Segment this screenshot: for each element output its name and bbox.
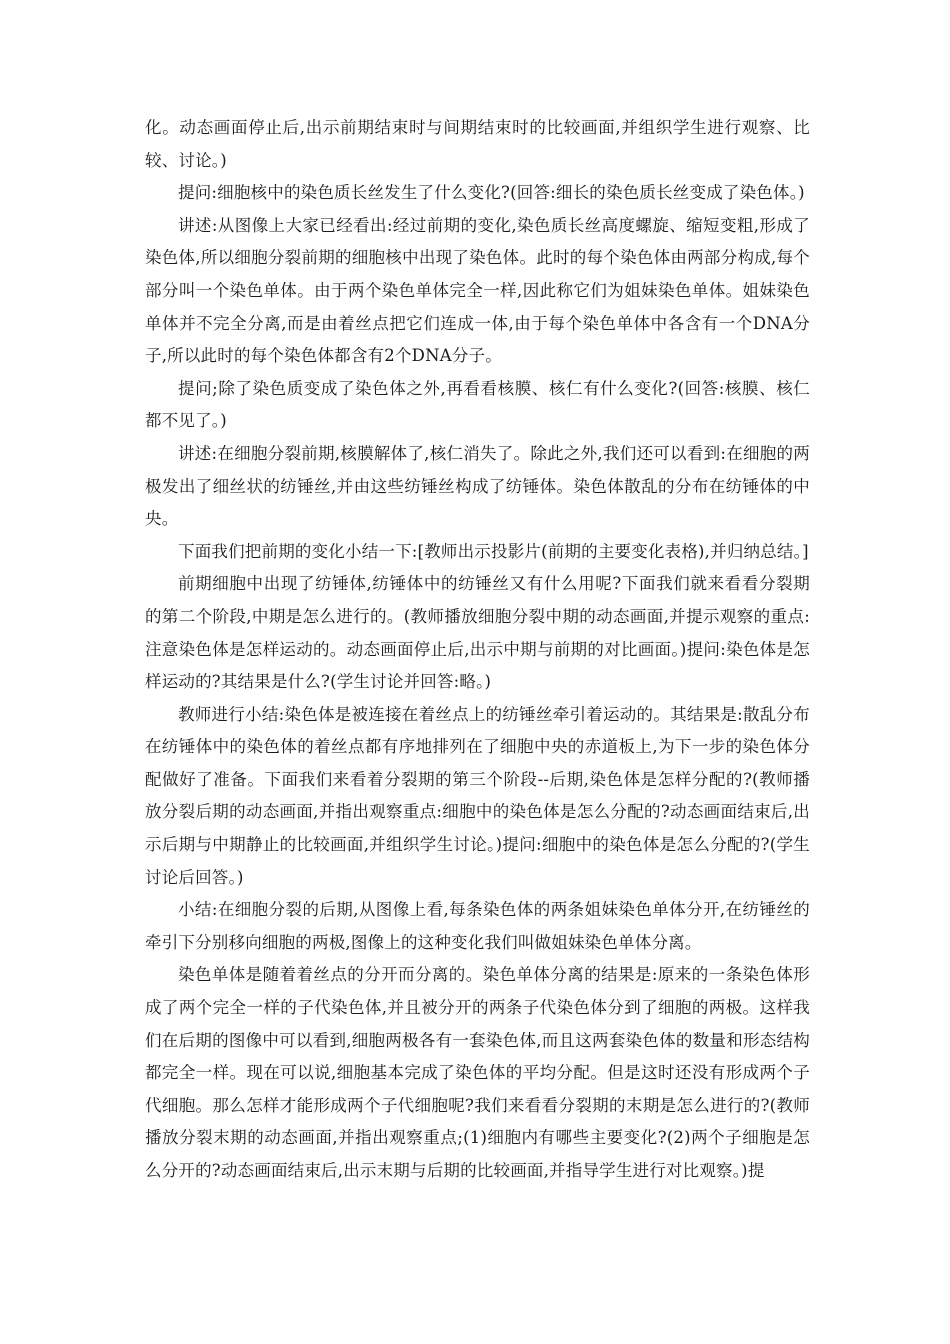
paragraph-6: 下面我们把前期的变化小结一下:[教师出示投影片(前期的主要变化表格),并归纳总结。] [178, 541, 809, 561]
paragraph-9: 小结:在细胞分裂的后期,从图像上看,每条染色体的两条姐妹染色单体分开,在纺锤丝的牵引下分别移向细胞的两极,图像上的这种变化我们叫做姐妹染色单体分离。 [145, 900, 810, 952]
paragraph-8: 教师进行小结:染色体是被连接在着丝点上的纺锤丝牵引着运动的。其结果是:散乱分布在纺锤体中的染色体的着丝点都有序地排列在了细胞中央的赤道板上,为下一步的染色体分配做好了准备。下面我们来看着分裂期的第三个阶段--后期,染色体是怎样分配的?(教师播放分裂后期的动态画面,并指出观察重点:细胞中的染色体是怎么分配的?动态画面结束后,出示后期与中期静止的比较画面,并组织学生讨论。)提问:细胞中的染色体是怎么分配的?(学生讨论后回答。) [145, 704, 810, 887]
paragraph-10: 染色单体是随着着丝点的分开而分离的。染色单体分离的结果是:原来的一条染色体形成了两个完全一样的子代染色体,并且被分开的两条子代染色体分到了细胞的两极。这样我们在后期的图像中可以看到,细胞两极各有一套染色体,而且这两套染色体的数量和形态结构都完全一样。现在可以说,细胞基本完成了染色体的平均分配。但是这时还没有形成两个子代细胞。那么怎样才能形成两个子代细胞呢?我们来看看分裂期的末期是怎么进行的?(教师播放分裂末期的动态画面,并指出观察重点;(1)细胞内有哪些主要变化?(2)两个子细胞是怎么分开的?动态画面结束后,出示末期与后期的比较画面,并指导学生进行对比观察。)提 [145, 965, 810, 1180]
paragraph-3: 讲述:从图像上大家已经看出:经过前期的变化,染色质长丝高度螺旋、缩短变粗,形成了染色体,所以细胞分裂前期的细胞核中出现了染色体。此时的每个染色体由两部分构成,每个部分叫一个染色单体。由于两个染色单体完全一样,因此称它们为姐妹染色单体。姐妹染色单体并不完全分离,而是由着丝点把它们连成一体,由于每个染色单体中各含有一个DNA分子,所以此时的每个染色体都含有2个DNA分子。 [145, 215, 810, 366]
paragraph-4: 提问;除了染色质变成了染色体之外,再看看核膜、核仁有什么变化?(回答:核膜、核仁都不见了。) [145, 378, 810, 431]
paragraph-1: 化。动态画面停止后,出示前期结束时与间期结束时的比较画面,并组织学生进行观察、比较、讨论。) [145, 118, 810, 170]
paragraph-2: 提问:细胞核中的染色质长丝发生了什么变化?(回答:细长的染色质长丝变成了染色体。) [178, 183, 805, 203]
paragraph-5: 讲述:在细胞分裂前期,核膜解体了,核仁消失了。除此之外,我们还可以看到:在细胞的两极发出了细丝状的纺锤丝,并由这些纺锤丝构成了纺锤体。染色体散乱的分布在纺锤体的中央。 [145, 443, 810, 529]
paragraph-7: 前期细胞中出现了纺锤体,纺锤体中的纺锤丝又有什么用呢?下面我们就来看看分裂期的第二个阶段,中期是怎么进行的。(教师播放细胞分裂中期的动态画面,并提示观察的重点:注意染色体是怎样运动的。动态画面停止后,出示中期与前期的对比画面。)提问:染色体是怎样运动的?其结果是什么?(学生讨论并回答:略。) [145, 574, 810, 692]
